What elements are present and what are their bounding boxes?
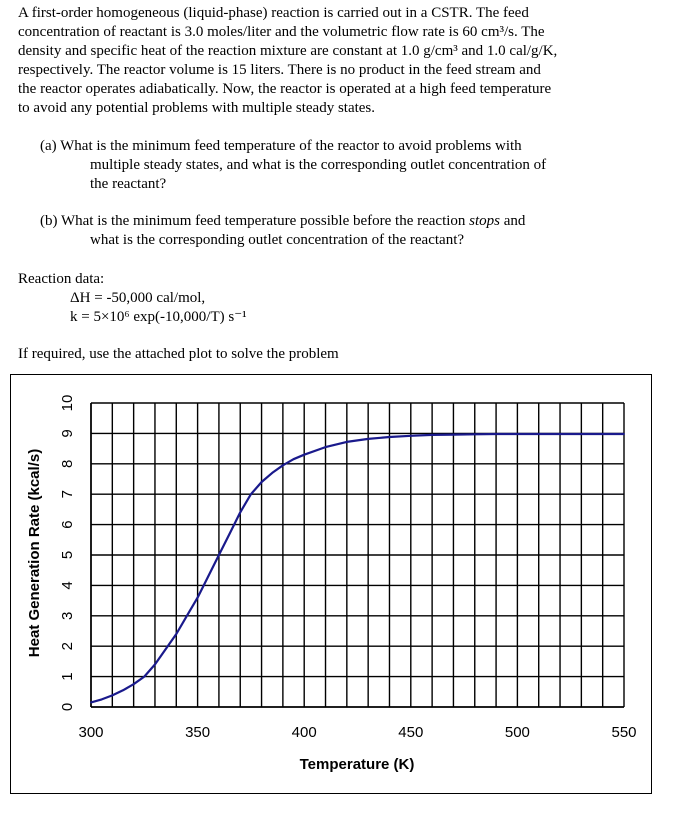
data-point xyxy=(559,433,561,435)
y-tick-label: 4 xyxy=(59,581,76,590)
data-point xyxy=(293,458,295,460)
data-point xyxy=(229,533,231,535)
question-a-line: the reactant? xyxy=(90,176,167,192)
data-point xyxy=(602,433,604,435)
data-point xyxy=(101,699,103,701)
question-a xyxy=(40,137,612,194)
intro-line: density and specific heat of the reaction mixture are constant at 1.0 g/cm³ and 1.0 cal/g/K, xyxy=(18,43,558,59)
data-point xyxy=(367,438,369,440)
question-b-line: what is the corresponding outlet concentration of the reactant? xyxy=(90,232,465,248)
question-b xyxy=(40,212,612,250)
tick-labels xyxy=(59,395,637,741)
data-point xyxy=(453,434,455,436)
question-b-emphasis: stops xyxy=(469,213,500,229)
data-point xyxy=(580,433,582,435)
data-point xyxy=(303,454,305,456)
y-tick-label: 1 xyxy=(59,672,76,681)
question-a-line: (a) What is the minimum feed temperature of the reactor to avoid problems with xyxy=(40,138,522,154)
data-point xyxy=(271,472,273,474)
data-point xyxy=(346,441,348,443)
intro-line: to avoid any potential problems with multiple steady states. xyxy=(18,100,376,116)
data-point xyxy=(154,664,156,666)
y-tick-label: 8 xyxy=(59,459,76,468)
y-tick-label: 5 xyxy=(59,550,76,560)
y-tick-label: 10 xyxy=(59,394,76,412)
plot-note: If required, use the attached plot to solve the problem xyxy=(18,346,339,362)
data-point xyxy=(282,464,284,466)
problem-intro xyxy=(18,4,612,118)
data-point xyxy=(175,633,177,635)
data-point xyxy=(250,493,252,495)
data-point xyxy=(122,689,124,691)
y-tick-label: 2 xyxy=(59,642,76,651)
intro-line: respectively. The reactor volume is 15 liters. There is no product in the feed stream and xyxy=(18,62,541,78)
y-axis-label: Heat Generation Rate (kcal/s) xyxy=(26,448,43,658)
x-axis-label: Temperature (K) xyxy=(299,756,415,773)
data-point xyxy=(538,433,540,435)
data-point xyxy=(133,683,135,685)
data-point xyxy=(197,597,199,599)
x-tick-label: 500 xyxy=(504,724,530,741)
data-point xyxy=(431,434,433,436)
question-b-text-end: and xyxy=(500,213,526,229)
series-line xyxy=(91,434,624,702)
y-tick-label: 0 xyxy=(59,702,76,712)
y-tick-label: 6 xyxy=(59,520,76,529)
question-b-text: (b) What is the minimum feed temperature possible before the reaction xyxy=(40,213,470,229)
intro-line: A first-order homogeneous (liquid-phase) reaction is carried out in a CSTR. The feed xyxy=(18,5,529,21)
rate-constant-equation: k = 5×10⁶ exp(-10,000/T) s⁻¹ xyxy=(70,309,247,325)
data-point xyxy=(261,481,263,483)
data-point xyxy=(165,648,167,650)
data-point xyxy=(239,512,241,514)
data-point xyxy=(495,433,497,435)
data-point xyxy=(410,435,412,437)
heat-generation-chart xyxy=(11,375,651,793)
delta-h-equation: ΔH = -50,000 cal/mol, xyxy=(70,290,206,306)
intro-line: the reactor operates adiabatically. Now, the reactor is operated at a high feed temperature xyxy=(18,81,552,97)
data-point xyxy=(623,433,625,435)
x-tick-label: 300 xyxy=(78,724,104,741)
data-point xyxy=(111,695,113,697)
x-tick-label: 350 xyxy=(185,724,211,741)
data-point xyxy=(207,575,209,577)
y-tick-label: 7 xyxy=(59,490,76,499)
data-point xyxy=(325,446,327,448)
x-tick-label: 550 xyxy=(611,724,637,741)
data-point xyxy=(90,702,92,704)
intro-line: concentration of reactant is 3.0 moles/liter and the volumetric flow rate is 60 cm³/s. The xyxy=(18,24,545,40)
data-point xyxy=(517,433,519,435)
data-point xyxy=(218,554,220,556)
data-point xyxy=(389,436,391,438)
question-a-line: multiple steady states, and what is the corresponding outlet concentration of xyxy=(90,157,547,173)
data-point xyxy=(186,615,188,617)
series xyxy=(90,433,625,703)
grid xyxy=(91,403,624,707)
x-tick-label: 400 xyxy=(291,724,317,741)
data-point xyxy=(143,676,145,678)
chart-frame xyxy=(10,374,652,794)
data-point xyxy=(474,433,476,435)
reaction-data-label: Reaction data: xyxy=(18,271,105,287)
y-tick-label: 9 xyxy=(59,429,76,438)
x-tick-label: 450 xyxy=(398,724,424,741)
y-tick-label: 3 xyxy=(59,611,76,620)
